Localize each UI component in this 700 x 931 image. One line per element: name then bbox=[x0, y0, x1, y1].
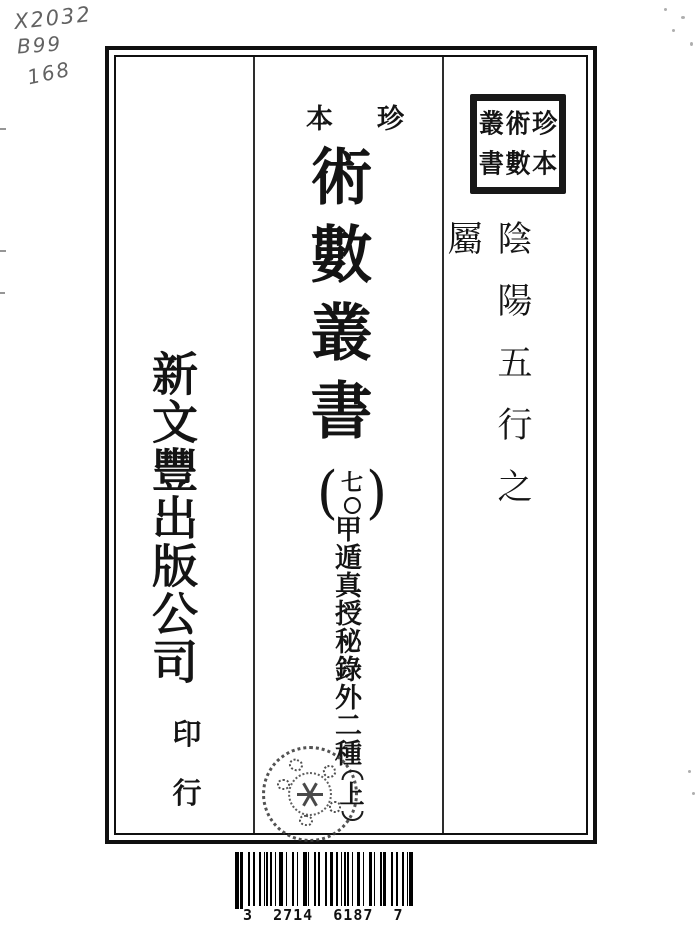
imprint-char-print: 印 bbox=[172, 719, 202, 751]
column-divider-right bbox=[442, 57, 444, 833]
scan-speckle bbox=[664, 8, 667, 11]
volume-digits bbox=[341, 472, 363, 514]
main-title: 術數叢書 bbox=[301, 144, 369, 456]
seal-char: 書 bbox=[478, 149, 504, 179]
seal-char: 數 bbox=[505, 149, 531, 179]
imprint-char-issue: 行 bbox=[172, 778, 202, 810]
scan-speckle bbox=[688, 770, 691, 773]
seal-char: 術 bbox=[505, 109, 531, 139]
shelfmark-line-1: X2032 bbox=[12, 1, 93, 35]
scan-edge-mark bbox=[0, 292, 5, 294]
scan-speckle bbox=[690, 42, 693, 46]
barcode-icon bbox=[235, 852, 413, 909]
seal-char: 本 bbox=[532, 149, 558, 179]
volume-close-paren: ) bbox=[366, 459, 388, 526]
series-seal-stamp bbox=[470, 94, 566, 194]
series-prefix-char: 珍 bbox=[377, 104, 404, 134]
part-close-paren-icon bbox=[341, 811, 363, 821]
publisher-name: 新文豐出版公司 bbox=[146, 350, 197, 686]
series-prefix bbox=[306, 97, 404, 136]
column-divider-left bbox=[253, 57, 255, 833]
category-label: 陰陽五行之屬 bbox=[443, 220, 532, 530]
seal-column bbox=[505, 104, 530, 184]
volume-char-zero-circle-icon bbox=[343, 497, 360, 514]
scan-speckle bbox=[672, 29, 675, 32]
scan-edge-mark bbox=[0, 128, 6, 130]
volume-open-paren: ( bbox=[316, 459, 338, 526]
part-char: 上 bbox=[339, 782, 365, 809]
part-label bbox=[339, 770, 364, 821]
shelfmark-line-3: 168 bbox=[24, 56, 74, 90]
volume-char-seven: 七 bbox=[340, 470, 364, 495]
scan-speckle bbox=[681, 16, 685, 19]
series-prefix-char: 本 bbox=[306, 104, 333, 134]
barcode-number: 3 2714 6187 7 bbox=[243, 906, 415, 924]
scan-speckle bbox=[692, 792, 695, 795]
scan-edge-mark bbox=[0, 250, 6, 252]
subtitle: 甲遁真授秘錄外二種 bbox=[331, 515, 361, 767]
part-open-paren-icon bbox=[341, 770, 363, 780]
stamp-glyph-blot bbox=[277, 779, 290, 790]
stamp-glyph-blot bbox=[287, 757, 304, 773]
seal-char: 珍 bbox=[532, 109, 558, 139]
shelfmark-line-2: B99 bbox=[16, 31, 63, 59]
volume-number bbox=[316, 459, 388, 526]
seal-column bbox=[479, 104, 504, 184]
seal-char: 叢 bbox=[478, 109, 504, 139]
seal-column bbox=[532, 104, 557, 184]
